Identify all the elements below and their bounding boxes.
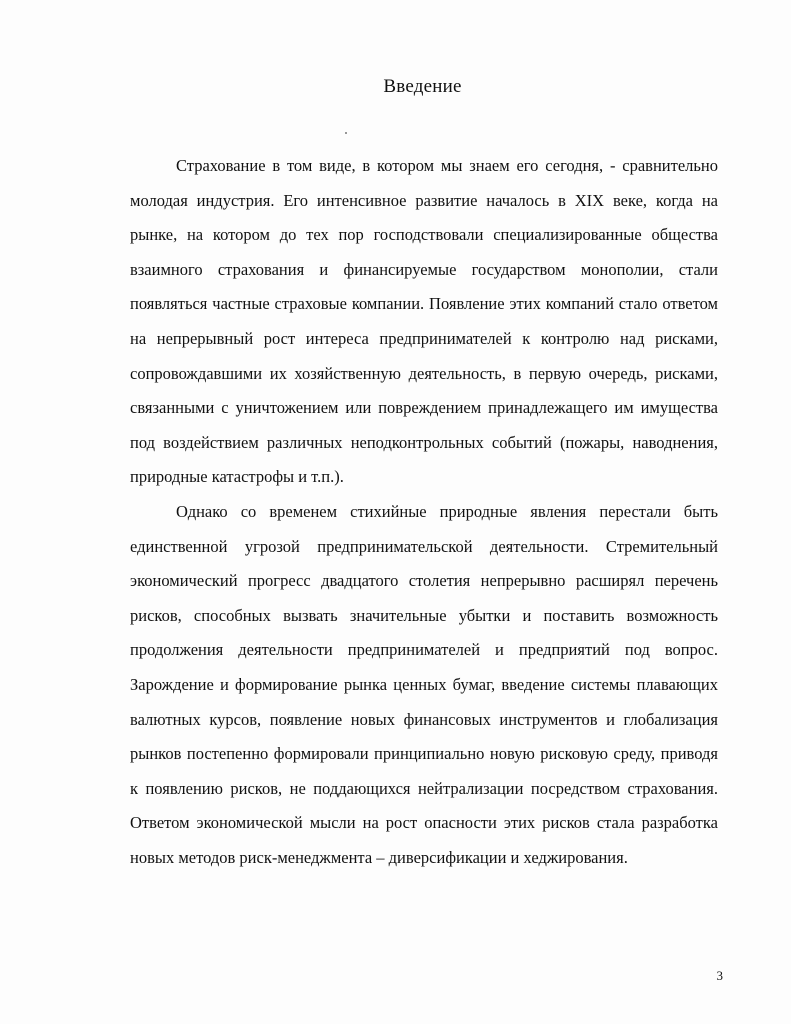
paragraph-1: Страхование в том виде, в котором мы знаем его сегодня, - сравнительно молодая индустрия. Его интенсивное развитие началось в XIX веке, когда на рынке, на котором до тех пор господствовали специализированные общества взаимного страхования и финансируемые государством монополии, стали появляться частные страховые компании. Появление этих компаний стало ответом на непрерывный рост интереса предпринимателей к контролю над рисками, сопровождавшими их хозяйственную деятельность, в первую очередь, рисками, связанными с уничтожением или повреждением принадлежащего им имущества под воздействием различных неподконтрольных событий (пожары, наводнения, природные катастрофы и т.п.).	[130, 156, 718, 487]
paragraph-2: Однако со временем стихийные природные явления перестали быть единственной угрозой предпринимательской деятельности. Стремительный экономический прогресс двадцатого столетия непрерывно расширял перечень рисков, способных вызвать значительные убытки и поставить возможность продолжения деятельности предпринимателей и предприятий под вопрос. Зарождение и формирование рынка ценных бумаг, введение системы плавающих валютных курсов, появление новых финансовых инструментов и глобализация рынков постепенно формировали принципиально новую рисковую среду, приводя к появлению рисков, не поддающихся нейтрализации посредством страхования. Ответом экономической мысли на рост опасности этих рисков стала разработка новых методов риск-менеджмента – диверсификации и хеджирования.	[130, 501, 718, 867]
scan-speck	[345, 132, 347, 134]
body-text	[130, 149, 718, 875]
page-number: 3	[716, 968, 723, 983]
page-title: Введение	[383, 76, 462, 97]
